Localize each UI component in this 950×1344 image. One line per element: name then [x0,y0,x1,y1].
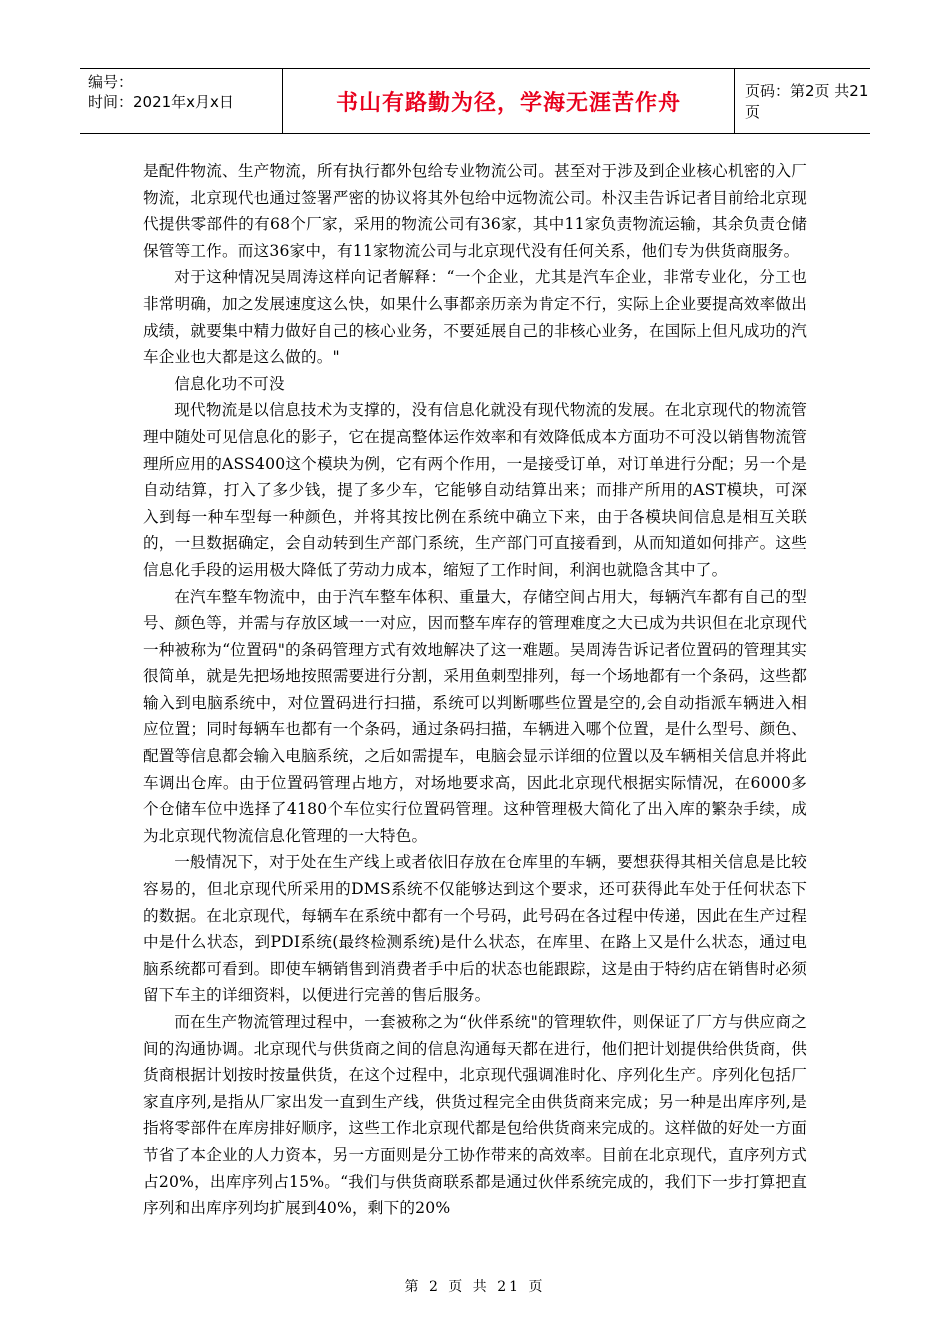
paragraph: 一般情况下，对于处在生产线上或者依旧存放在仓库里的车辆，要想获得其相关信息是比较容易的，但北京现代所采用的DMS系统不仅能够达到这个要求，还可获得此车处于任何状态下的数据。在北京现代，每辆车在系统中都有一个号码，此号码在各过程中传递，因此在生产过程中是什么状态，到PDI系统(最终检测系统)是什么状态，在库里、在路上又是什么状态，通过电脑系统都可看到。即使车辆销售到消费者手中后的状态也能跟踪，这是由于特约店在销售时必须留下车主的详细资料，以便进行完善的售后服务。 [143,853,807,1005]
paragraph: 而在生产物流管理过程中，一套被称之为“伙伴系统"的管理软件，则保证了厂方与供应商之间的沟通协调。北京现代与供货商之间的信息沟通每天都在进行，他们把计划提供给供货商，供货商根据计划按时按量供货，在这个过程中，北京现代强调准时化、序列化生产。序列化包括厂家直序列,是指从厂家出发一直到生产线，供货过程完全由供货商来完成；另一种是出库序列,是指将零部件在库房排好顺序，这些工作北京现代都是包给供货商来完成的。这样做的好处一方面节省了本企业的人力资本，另一方面则是分工协作带来的高效率。目前在北京现代，直序列方式占20%，出库序列占15%。“我们与供货商联系都是通过伙伴系统完成的，我们下一步打算把直序列和出库序列均扩展到40%，剩下的20% [143,1013,807,1218]
paragraph: 对于这种情况吴周涛这样向记者解释：“一个企业，尤其是汽车企业，非常专业化，分工也非常明确，加之发展速度这么快，如果什么事都亲历亲为肯定不行，实际上企业要提高效率做出成绩，就要集中精力做好自己的核心业务，不要延展自己的非核心业务，在国际上但凡成功的汽车企业也大都是这么做的。" [143,268,807,367]
header-motto: 书山有路勤为径，学海无涯苦作舟 [283,69,735,133]
section-heading: 信息化功不可没 [174,374,285,393]
document-body [143,158,807,1222]
paragraph: 现代物流是以信息技术为支撑的，没有信息化就没有现代物流的发展。在北京现代的物流管理中随处可见信息化的影子，它在提高整体运作效率和有效降低成本方面功不可没以销售物流管理所应用的ASS400这个模块为例，它有两个作用，一是接受订单，对订单进行分配；另一个是自动结算，打入了多少钱，提了多少车，它能够自动结算出来；而排产所用的AST模块，可深入到每一种车型每一种颜色，并将其按比例在系统中确立下来，由于各模块间信息是相互关联的，一旦数据确定，会自动转到生产部门系统，生产部门可直接看到，从而知道如何排产。这些信息化手段的运用极大降低了劳动力成本，缩短了工作时间，利润也就隐含其中了。 [143,401,807,579]
header-page-number: 页码：第2页 共21页 [745,82,869,121]
paragraph: 是配件物流、生产物流，所有执行都外包给专业物流公司。甚至对于涉及到企业核心机密的入厂物流，北京现代也通过签署严密的协议将其外包给中远物流公司。朴汉圭告诉记者目前给北京现代提供零部件的有68个厂家，采用的物流公司有36家，其中11家负责物流运输，其余负责仓储保管等工作。而这36家中，有11家物流公司与北京现代没有任何关系，他们专为供货商服务。 [143,162,807,260]
document-number: 编号： [88,73,134,91]
header-meta [80,69,283,133]
document-date: 时间：2021年x月x日 [88,93,234,111]
page-header [80,68,870,134]
paragraph: 在汽车整车物流中，由于汽车整车体积、重量大，存储空间占用大，每辆汽车都有自己的型号、颜色等，并需与存放区域一一对应，因而整车库存的管理难度之大已成为共识但在北京现代一种被称为“位置码"的条码管理方式有效地解决了这一难题。吴周涛告诉记者位置码的管理其实很简单，就是先把场地按照需要进行分割，采用鱼刺型排列，每一个场地都有一个条码，这些都输入到电脑系统中，对位置码进行扫描，系统可以判断哪些位置是空的,会自动指派车辆进入相应位置；同时每辆车也都有一个条码，通过条码扫描，车辆进入哪个位置，是什么型号、颜色、配置等信息都会输入电脑系统，之后如需提车，电脑会显示详细的位置以及车辆相关信息并将此车调出仓库。由于位置码管理占地方，对场地要求高，因此北京现代根据实际情况，在6000多个仓储车位中选择了4180个车位实行位置码管理。这种管理极大简化了出入库的繁杂手续，成为北京现代物流信息化管理的一大特色。 [143,587,807,845]
page-footer: 第 2 页 共 21 页 [404,1279,546,1295]
